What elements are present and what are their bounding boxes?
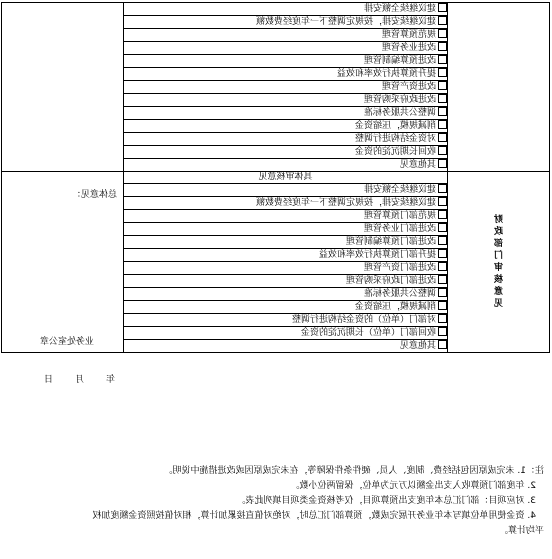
option-label: 提升预算执行效率和效益 [336, 69, 436, 79]
checkbox-icon[interactable] [438, 275, 447, 284]
option-label: 改进部门预算编制管理 [345, 237, 436, 247]
top-option-5[interactable] [124, 55, 448, 68]
checkbox-icon[interactable] [438, 81, 447, 90]
option-label: 改进部门资产管理 [363, 263, 436, 273]
review-option-3[interactable] [124, 210, 448, 223]
checkbox-icon[interactable] [438, 197, 447, 206]
notes-section [4, 464, 544, 539]
checkbox-icon[interactable] [438, 340, 447, 349]
option-label: 规范预算管理 [381, 30, 436, 40]
option-label: 改进资产管理 [381, 82, 436, 92]
checkbox-icon[interactable] [438, 55, 447, 64]
note-3: 3. 对应项目：部门汇总本年度支出预算项目，仅考核资金类项目填列此表。 [236, 496, 536, 506]
section-header-row [2, 172, 550, 184]
review-option-2[interactable] [124, 197, 448, 210]
checkbox-icon[interactable] [438, 236, 447, 245]
option-label: 对部门（单位）的资金结构进行调整 [291, 315, 436, 325]
summary-title: 总体意见： [71, 190, 117, 200]
left-blank-cell [448, 3, 550, 172]
option-label: 收回部门（单位）长期沉淀的资金 [300, 328, 436, 338]
section-header: 具体审核意见 [124, 172, 448, 184]
option-label: 改进预算编制管理 [363, 56, 436, 66]
right-blank-cell [2, 3, 124, 172]
option-label: 削减规模，压缩资金 [354, 302, 436, 312]
note-4-cont: 平均计算。 [498, 526, 544, 536]
top-option-7[interactable] [124, 81, 448, 94]
note-4: 4. 资金使用单位填写本年业务开展完成数，预算部门汇总时，对绝对值直接累加计算，相对值按照资金额度加权 [92, 511, 536, 521]
option-label: 建议继续安排，按规定调整下一年度经费数额 [255, 17, 436, 27]
option-label: 调整公共服务标准 [363, 108, 436, 118]
review-option-8[interactable] [124, 275, 448, 288]
option-label: 对资金结构进行调整 [354, 134, 436, 144]
option-label: 改进部门政府采购管理 [345, 276, 436, 286]
review-option-10[interactable] [124, 301, 448, 314]
option-label: 收回长期沉淀的资金 [354, 147, 436, 157]
option-label: 调整公共服务标准 [363, 289, 436, 299]
finance-dept-label: 财政部门审核意见 [494, 215, 504, 309]
review-option-4[interactable] [124, 223, 448, 236]
option-label: 建议继续安排，按规定调整下一年度经费数额 [255, 198, 436, 208]
checkbox-icon[interactable] [438, 94, 447, 103]
option-label: 建议继续全额安排 [363, 4, 436, 14]
option-label: 改进政府采购管理 [363, 95, 436, 105]
checkbox-icon[interactable] [438, 314, 447, 323]
option-label: 其他意见 [399, 341, 436, 351]
review-option-1[interactable] [124, 184, 448, 197]
review-option-12[interactable] [124, 327, 448, 340]
date-year: 年 [106, 375, 116, 385]
checkbox-icon[interactable] [438, 16, 447, 25]
checkbox-icon[interactable] [438, 107, 447, 116]
option-label: 改进部门业务管理 [363, 224, 436, 234]
top-option-13[interactable] [124, 159, 448, 172]
option-row [2, 3, 550, 16]
checkbox-icon[interactable] [438, 3, 447, 12]
review-table [1, 2, 550, 385]
top-option-11[interactable] [124, 133, 448, 146]
checkbox-icon[interactable] [438, 301, 447, 310]
checkbox-icon[interactable] [438, 146, 447, 155]
review-option-5[interactable] [124, 236, 448, 249]
review-option-6[interactable] [124, 249, 448, 262]
checkbox-icon[interactable] [438, 327, 447, 336]
date-line [44, 375, 137, 386]
checkbox-icon[interactable] [438, 249, 447, 258]
top-option-3[interactable] [124, 29, 448, 42]
review-option-9[interactable] [124, 288, 448, 301]
checkbox-icon[interactable] [438, 29, 447, 38]
option-label: 改进业务管理 [381, 43, 436, 53]
top-option-1[interactable] [124, 3, 448, 16]
top-option-2[interactable] [124, 16, 448, 29]
top-option-10[interactable] [124, 120, 448, 133]
note-2: 2. 年度部门预算收入支出金额以万元为单位，保留两位小数。 [290, 481, 536, 491]
top-option-6[interactable] [124, 68, 448, 81]
review-option-7[interactable] [124, 262, 448, 275]
option-label: 削减规模，压缩资金 [354, 121, 436, 131]
date-month: 月 [75, 375, 85, 385]
review-option-13[interactable] [124, 340, 448, 353]
review-option-11[interactable] [124, 314, 448, 327]
top-option-4[interactable] [124, 42, 448, 55]
option-label: 其他意见 [399, 160, 436, 170]
top-option-8[interactable] [124, 94, 448, 107]
checkbox-icon[interactable] [438, 288, 447, 297]
checkbox-icon[interactable] [438, 223, 447, 232]
checkbox-icon[interactable] [438, 68, 447, 77]
top-option-9[interactable] [124, 107, 448, 120]
date-day: 日 [44, 375, 54, 385]
note-1: 注：1. 未完成原因包括经费、制度、人员、硬件条件保障等，在未完成原因或改进措施中说明。 [163, 466, 544, 476]
checkbox-icon[interactable] [438, 159, 447, 168]
option-label: 建议继续全额安排 [363, 185, 436, 195]
checkbox-icon[interactable] [438, 120, 447, 129]
top-option-12[interactable] [124, 146, 448, 159]
checkbox-icon[interactable] [438, 262, 447, 271]
finance-dept-label-cell [448, 172, 550, 353]
seal-label: 业务处室公章 [40, 337, 95, 347]
option-label: 规范部门预算管理 [363, 211, 436, 221]
checkbox-icon[interactable] [438, 42, 447, 51]
summary-cell[interactable] [2, 172, 124, 385]
option-label: 提升部门预算执行效率和效益 [318, 250, 436, 260]
checkbox-icon[interactable] [438, 133, 447, 142]
checkbox-icon[interactable] [438, 184, 447, 193]
checkbox-icon[interactable] [438, 210, 447, 219]
